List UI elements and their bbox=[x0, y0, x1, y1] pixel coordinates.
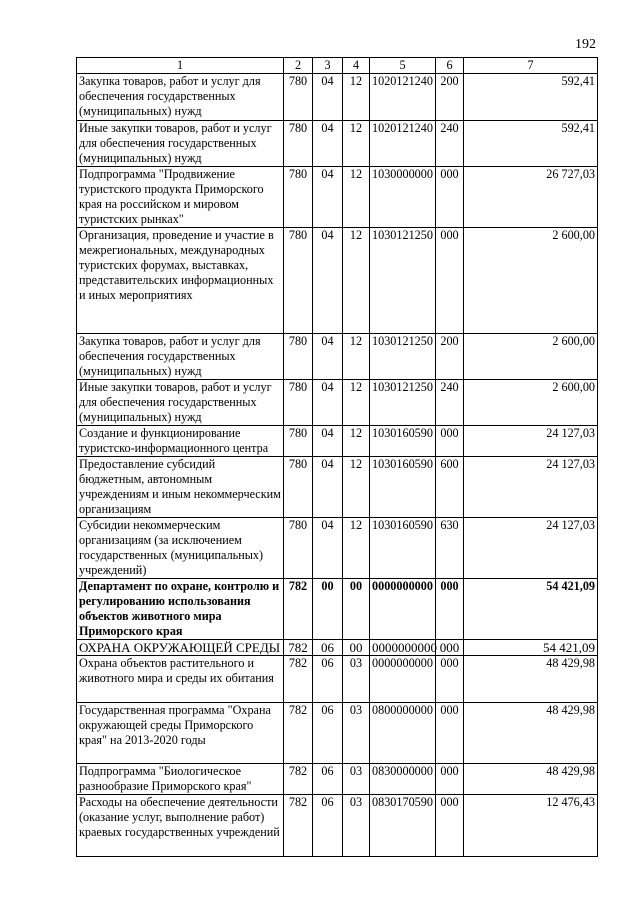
header-row bbox=[77, 58, 598, 74]
row-pr: 12 bbox=[343, 334, 370, 380]
table-row bbox=[77, 795, 598, 857]
row-rz: 04 bbox=[313, 380, 343, 426]
row-pr: 12 bbox=[343, 167, 370, 228]
table-row bbox=[77, 228, 598, 334]
row-name: Иные закупки товаров, работ и услуг для обеспечения государственных (муниципальных) нужд bbox=[77, 380, 284, 426]
row-rz: 04 bbox=[313, 334, 343, 380]
row-vr: 000 bbox=[436, 426, 464, 457]
row-rz: 06 bbox=[313, 795, 343, 857]
row-name: Охрана объектов растительного и животного мира и среды их обитания bbox=[77, 656, 284, 703]
row-csr: 1030121250 bbox=[370, 380, 436, 426]
row-rz: 04 bbox=[313, 121, 343, 167]
page-number: 192 bbox=[575, 37, 596, 52]
row-gr: 780 bbox=[284, 167, 313, 228]
row-name: Департамент по охране, контролю и регулированию использования объектов животного мира Приморского края bbox=[77, 579, 284, 640]
row-gr: 782 bbox=[284, 656, 313, 703]
row-gr: 782 bbox=[284, 640, 313, 656]
row-vr: 000 bbox=[436, 795, 464, 857]
row-gr: 780 bbox=[284, 518, 313, 579]
row-name: ОХРАНА ОКРУЖАЮЩЕЙ СРЕДЫ bbox=[77, 640, 284, 656]
table-row bbox=[77, 334, 598, 380]
row-gr: 780 bbox=[284, 228, 313, 334]
row-name: Закупка товаров, работ и услуг для обеспечения государственных (муниципальных) нужд bbox=[77, 74, 284, 121]
row-pr: 12 bbox=[343, 426, 370, 457]
row-sum: 24 127,03 bbox=[464, 518, 598, 579]
row-csr: 0000000000 bbox=[370, 579, 436, 640]
row-csr: 1030160590 bbox=[370, 457, 436, 518]
row-vr: 000 bbox=[436, 640, 464, 656]
row-rz: 04 bbox=[313, 74, 343, 121]
row-sum: 54 421,09 bbox=[464, 640, 598, 656]
row-gr: 780 bbox=[284, 334, 313, 380]
row-gr: 780 bbox=[284, 74, 313, 121]
row-gr: 782 bbox=[284, 579, 313, 640]
row-sum: 48 429,98 bbox=[464, 703, 598, 764]
row-sum: 54 421,09 bbox=[464, 579, 598, 640]
row-vr: 000 bbox=[436, 228, 464, 334]
table-row bbox=[77, 426, 598, 457]
header-cell: 7 bbox=[464, 58, 598, 74]
row-vr: 000 bbox=[436, 764, 464, 795]
row-csr: 1020121240 bbox=[370, 74, 436, 121]
row-sum: 48 429,98 bbox=[464, 764, 598, 795]
header-cell: 3 bbox=[313, 58, 343, 74]
row-pr: 12 bbox=[343, 380, 370, 426]
row-csr: 0830000000 bbox=[370, 764, 436, 795]
row-rz: 04 bbox=[313, 518, 343, 579]
row-name: Подпрограмма "Биологическое разнообразие Приморского края" bbox=[77, 764, 284, 795]
row-pr: 03 bbox=[343, 703, 370, 764]
row-csr: 0800000000 bbox=[370, 703, 436, 764]
row-gr: 780 bbox=[284, 457, 313, 518]
row-vr: 000 bbox=[436, 703, 464, 764]
row-sum: 2 600,00 bbox=[464, 334, 598, 380]
row-pr: 00 bbox=[343, 579, 370, 640]
row-gr: 780 bbox=[284, 121, 313, 167]
row-vr: 000 bbox=[436, 656, 464, 703]
row-pr: 03 bbox=[343, 795, 370, 857]
row-csr: 1030121250 bbox=[370, 334, 436, 380]
row-name: Закупка товаров, работ и услуг для обеспечения государственных (муниципальных) нужд bbox=[77, 334, 284, 380]
row-vr: 600 bbox=[436, 457, 464, 518]
row-name: Государственная программа "Охрана окружающей среды Приморского края" на 2013-2020 годы bbox=[77, 703, 284, 764]
row-csr: 1030160590 bbox=[370, 518, 436, 579]
header-cell: 2 bbox=[284, 58, 313, 74]
row-gr: 780 bbox=[284, 426, 313, 457]
table-row bbox=[77, 703, 598, 764]
table-row bbox=[77, 121, 598, 167]
row-sum: 2 600,00 bbox=[464, 380, 598, 426]
table-row bbox=[77, 167, 598, 228]
row-pr: 00 bbox=[343, 640, 370, 656]
row-vr: 240 bbox=[436, 380, 464, 426]
header-cell: 5 bbox=[370, 58, 436, 74]
row-csr: 0000000000 bbox=[370, 656, 436, 703]
row-sum: 24 127,03 bbox=[464, 457, 598, 518]
row-name: Субсидии некоммерческим организациям (за исключением государственных (муниципальных) учреждений) bbox=[77, 518, 284, 579]
table-row bbox=[77, 74, 598, 121]
row-pr: 12 bbox=[343, 518, 370, 579]
row-name: Предоставление субсидий бюджетным, автономным учреждениям и иным некоммерческим организациям bbox=[77, 457, 284, 518]
row-rz: 04 bbox=[313, 167, 343, 228]
row-pr: 12 bbox=[343, 121, 370, 167]
row-csr: 1030160590 bbox=[370, 426, 436, 457]
table-row bbox=[77, 764, 598, 795]
row-sum: 48 429,98 bbox=[464, 656, 598, 703]
row-sum: 12 476,43 bbox=[464, 795, 598, 857]
row-vr: 630 bbox=[436, 518, 464, 579]
table-row bbox=[77, 518, 598, 579]
row-rz: 04 bbox=[313, 426, 343, 457]
row-pr: 12 bbox=[343, 457, 370, 518]
row-sum: 592,41 bbox=[464, 121, 598, 167]
header-cell: 4 bbox=[343, 58, 370, 74]
row-csr: 1020121240 bbox=[370, 121, 436, 167]
table-row bbox=[77, 457, 598, 518]
row-pr: 03 bbox=[343, 656, 370, 703]
row-sum: 24 127,03 bbox=[464, 426, 598, 457]
row-vr: 200 bbox=[436, 74, 464, 121]
row-sum: 2 600,00 bbox=[464, 228, 598, 334]
row-rz: 06 bbox=[313, 656, 343, 703]
row-rz: 04 bbox=[313, 228, 343, 334]
row-gr: 782 bbox=[284, 703, 313, 764]
row-name: Организация, проведение и участие в межрегиональных, международных туристских форумах, выставках, представительских информационных и иных мероприятиях bbox=[77, 228, 284, 334]
row-csr: 1030121250 bbox=[370, 228, 436, 334]
row-rz: 00 bbox=[313, 579, 343, 640]
row-rz: 06 bbox=[313, 640, 343, 656]
row-csr: 0830170590 bbox=[370, 795, 436, 857]
row-vr: 240 bbox=[436, 121, 464, 167]
row-pr: 03 bbox=[343, 764, 370, 795]
row-csr: 1030000000 bbox=[370, 167, 436, 228]
row-pr: 12 bbox=[343, 74, 370, 121]
table-row bbox=[77, 579, 598, 640]
row-sum: 592,41 bbox=[464, 74, 598, 121]
row-gr: 780 bbox=[284, 380, 313, 426]
row-name: Подпрограмма "Продвижение туристского продукта Приморского края на российском и мировом туристских рынках" bbox=[77, 167, 284, 228]
row-vr: 200 bbox=[436, 334, 464, 380]
row-name: Создание и функционирование туристско-информационного центра bbox=[77, 426, 284, 457]
row-rz: 04 bbox=[313, 457, 343, 518]
table-row bbox=[77, 656, 598, 703]
header-cell: 6 bbox=[436, 58, 464, 74]
row-vr: 000 bbox=[436, 167, 464, 228]
row-rz: 06 bbox=[313, 703, 343, 764]
row-sum: 26 727,03 bbox=[464, 167, 598, 228]
row-gr: 782 bbox=[284, 764, 313, 795]
header-cell: 1 bbox=[77, 58, 284, 74]
row-vr: 000 bbox=[436, 579, 464, 640]
table-row bbox=[77, 380, 598, 426]
row-name: Расходы на обеспечение деятельности (оказание услуг, выполнение работ) краевых государственных учреждений bbox=[77, 795, 284, 857]
row-rz: 06 bbox=[313, 764, 343, 795]
budget-table bbox=[76, 57, 598, 857]
row-gr: 782 bbox=[284, 795, 313, 857]
row-pr: 12 bbox=[343, 228, 370, 334]
row-name: Иные закупки товаров, работ и услуг для обеспечения государственных (муниципальных) нужд bbox=[77, 121, 284, 167]
row-csr: 0000000000 bbox=[370, 640, 436, 656]
table-row bbox=[77, 640, 598, 656]
